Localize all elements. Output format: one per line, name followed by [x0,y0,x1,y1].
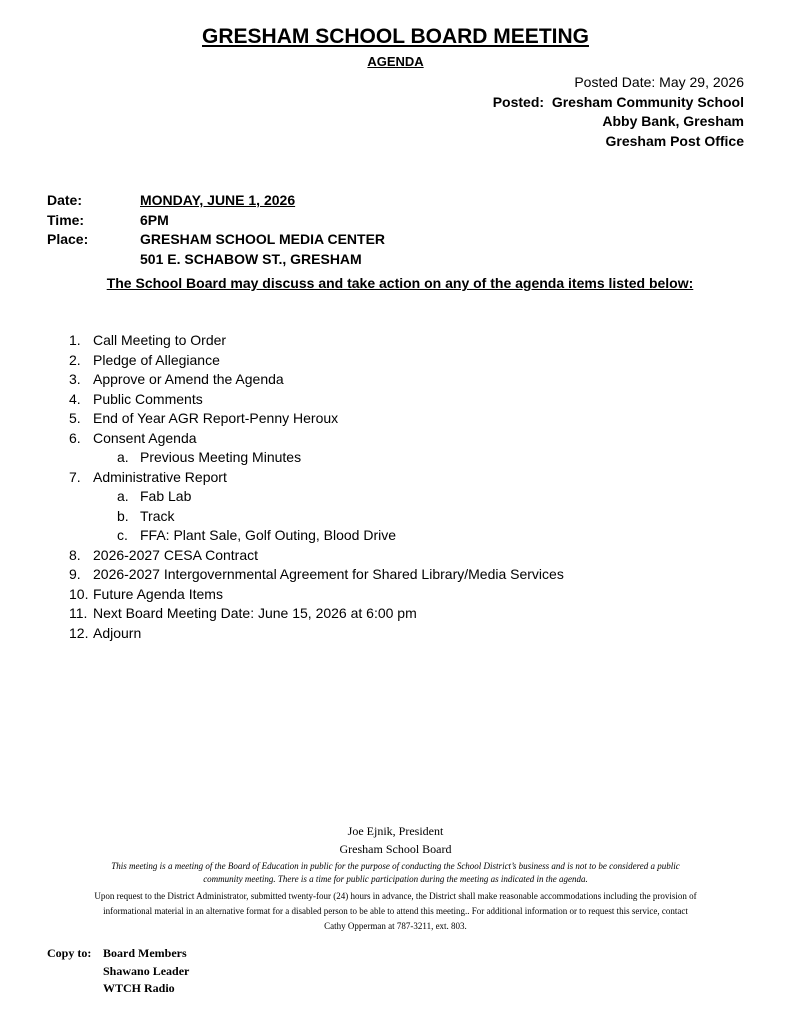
document-subtitle: AGENDA [367,54,424,69]
signer-name: Joe Ejnik, President [347,824,444,838]
list-item [69,390,564,410]
notice-line: informational material in an alternative format for a disabled person to be able to attend this meeting.. For additional information or to request this service, contact [103,906,688,916]
time-row [47,211,385,231]
item-number: 8. [69,546,81,563]
place-value: GRESHAM SCHOOL MEDIA CENTER [140,231,386,247]
posted-info [493,73,744,151]
place-address-row [47,250,385,270]
date-label: Date: [47,192,83,208]
item-number: 9. [69,566,81,582]
notice-line: Upon request to the District Administrator, submitted twenty-four (24) hours in advance, the District shall make reasonable accommodations including the provision of [94,891,697,901]
item-number: 10. [69,585,89,602]
list-item [69,409,564,429]
item-number: 12. [69,624,89,641]
item-text: Administrative Report [93,468,227,485]
sub-item [69,507,564,527]
place-address: 501 E. SCHABOW ST., GRESHAM [140,250,362,267]
posted-location-row [493,93,744,113]
list-item [69,429,564,449]
action-notice: The School Board may discuss and take action on any of the agenda items listed below: [106,275,694,291]
sub-item-letter: b. [117,507,129,524]
board-name: Gresham School Board [339,842,452,856]
copy-row [47,945,189,963]
list-item [69,370,564,390]
sub-item-letter: c. [117,527,128,543]
item-number: 5. [69,410,81,426]
item-text: 2026-2027 Intergovernmental Agreement for Shared Library/Media Services [93,566,564,582]
sub-item [69,526,564,546]
sub-item [69,487,564,507]
item-text: Call Meeting to Order [93,332,227,348]
agenda-list [69,331,564,643]
posted-location: Abby Bank, Gresham [602,113,744,129]
sub-item-letter: a. [117,488,129,504]
item-number: 7. [69,468,81,485]
item-text: End of Year AGR Report-Penny Heroux [93,410,339,426]
footer [0,822,791,934]
item-text: Pledge of Allegiance [93,351,220,368]
place-row [47,230,385,250]
copy-recipient: Board Members [103,946,187,960]
item-text: 2026-2027 CESA Contract [93,546,258,563]
sub-item-text: Track [140,507,175,524]
date-row [47,191,385,211]
copy-row [47,980,189,998]
list-item [69,546,564,566]
list-item [69,468,564,488]
place-label: Place: [47,231,89,247]
item-number: 2. [69,351,81,368]
sub-item-text: Previous Meeting Minutes [140,449,302,465]
accommodation-notice [0,889,791,934]
list-item [69,331,564,351]
posted-location: Gresham Post Office [605,132,744,149]
copy-label: Copy to: [47,946,92,960]
copy-row [47,963,189,981]
sub-item-text: Fab Lab [140,488,192,504]
item-text: Future Agenda Items [93,585,223,602]
item-text: Public Comments [93,390,203,407]
copy-to [47,945,189,998]
copy-recipient: WTCH Radio [103,981,175,995]
time-value: 6PM [140,211,169,228]
list-item [69,351,564,371]
sub-item-text: FFA: Plant Sale, Golf Outing, Blood Drive [140,527,397,543]
posted-location: Gresham Community School [551,93,744,110]
time-label: Time: [47,211,85,228]
notice-line: Cathy Opperman at 787-3211, ext. 803. [324,921,467,931]
sub-item [69,448,564,468]
meeting-details [47,191,385,269]
list-item [69,624,564,644]
list-item [69,565,564,585]
posted-label: Posted: [492,93,545,110]
notice-line: community meeting. There is a time for public participation during the meeting as indicated in the agenda. [203,874,588,884]
document-title: GRESHAM SCHOOL BOARD MEETING [202,25,589,48]
item-text: Adjourn [93,624,142,641]
item-number: 4. [69,390,81,407]
item-number: 1. [69,332,81,348]
copy-recipient: Shawano Leader [103,963,190,978]
item-number: 11. [69,605,88,621]
sub-item-letter: a. [117,449,129,465]
posted-date: Posted Date: May 29, 2026 [574,74,744,90]
item-number: 3. [69,371,81,387]
notice-line: This meeting is a meeting of the Board of Education in public for the purpose of conducting the School District’s business and is not to be considered a public [111,861,680,871]
item-text: Approve or Amend the Agenda [93,371,284,387]
item-text: Consent Agenda [93,429,197,446]
list-item [69,604,564,624]
public-meeting-notice [0,860,791,886]
date-value: MONDAY, JUNE 1, 2026 [140,192,296,208]
list-item [69,585,564,605]
item-number: 6. [69,429,81,446]
item-text: Next Board Meeting Date: June 15, 2026 at 6:00 pm [93,605,417,621]
